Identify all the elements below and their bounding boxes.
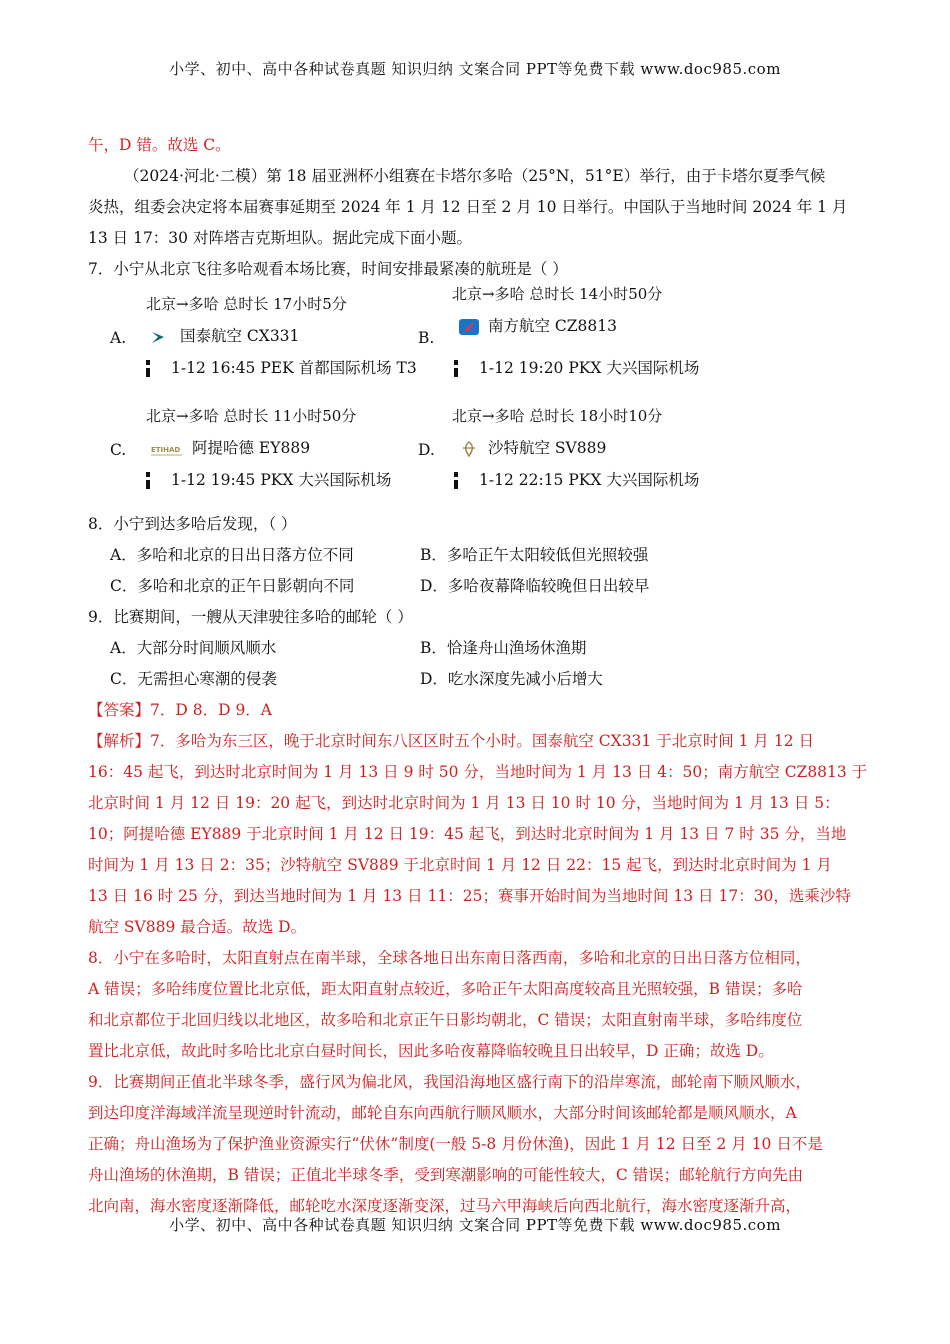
saudia-logo-icon [458,440,480,458]
timeline-dots-icon [146,469,151,492]
flight-route: 北京→多哈 总时长 18小时10分 [452,407,663,425]
flight-schedule [146,465,391,496]
schedule-text: 1-12 16:45 PEK 首都国际机场 T3 [171,359,417,377]
timeline-dots-icon [146,357,151,380]
analysis-line: 航空 SV889 最合适。故选 D。 [88,918,307,936]
analysis-line: 时间为 1 月 13 日 2：35；沙特航空 SV889 于北京时间 1 月 12 日 22：15 起飞，到达时北京时间为 1 月 [88,856,832,874]
option-a: A．大部分时间顺风顺水 [110,639,277,657]
analysis-line: 16：45 起飞，到达时北京时间为 1 月 13 日 9 时 50 分，当地时间为 1 月 13 日 4：50；南方航空 CZ8813 于 [88,763,868,781]
airline-name: 南方航空 CZ8813 [488,317,618,335]
analysis-line: A 错误；多哈纬度位置比北京低，距太阳直射点较近，多哈正午太阳高度较高且光照较强，B 错误；多哈 [88,980,803,998]
page-footer: 小学、初中、高中各种试卷真题 知识归纳 文案合同 PPT等免费下载 www.doc985.com [169,1216,781,1234]
flight-airline [458,311,617,342]
analysis-q8 [88,943,868,1067]
flight-route: 北京→多哈 总时长 14小时50分 [452,285,663,303]
option-letter: D. [418,441,435,459]
context-paragraph [88,161,868,254]
flight-row [88,285,868,397]
analysis-line: 9．比赛期间正值北半球冬季，盛行风为偏北风，我国沿海地区盛行南下的沿岸寒流，邮轮南下顺风顺水， [88,1073,811,1091]
flight-schedule [146,353,417,384]
analysis-line: 到达印度洋海域洋流呈现逆时针流动，邮轮自东向西航行顺风顺水，大部分时间该邮轮都是顺风顺水，A [88,1104,797,1122]
china-southern-logo-icon [458,318,480,336]
schedule-text: 1-12 22:15 PKX 大兴国际机场 [479,471,700,489]
etihad-logo-icon [150,440,184,458]
flight-airline [458,433,606,464]
option-c: C．多哈和北京的正午日影朝向不同 [110,577,355,595]
answer-tag: 【答案】 [88,701,151,719]
option-row [88,664,868,695]
question-7-stem: 7．小宁从北京飞往多哈观看本场比赛，时间安排最紧凑的航班是（ ） [88,260,568,278]
analysis-line: 舟山渔场的休渔期，B 错误；正值北半球冬季，受到寒潮影响的可能性较大，C 错误；邮轮航行方向先由 [88,1166,804,1184]
option-a: A．多哈和北京的日出日落方位不同 [110,546,354,564]
flight-option-d [418,397,748,509]
option-d: D．多哈夜幕降临较晚但日出较早 [420,577,650,595]
analysis-q9 [88,1067,868,1222]
timeline-dots-icon [454,357,459,380]
flight-option-a [110,285,440,397]
option-letter: A. [110,329,127,347]
analysis-line: 北向南，海水密度逐渐降低，邮轮吃水深度逐渐变深，过马六甲海峡后向西北航行，海水密度逐渐升高， [88,1197,802,1215]
flight-route: 北京→多哈 总时长 17小时5分 [146,295,347,313]
airline-name: 阿提哈德 EY889 [192,439,311,457]
context-line: 13 日 17：30 对阵塔吉克斯坦队。据此完成下面小题。 [88,229,472,247]
flight-option-c [110,397,440,509]
flight-airline [150,433,310,464]
analysis-line: 和北京都位于北回归线以北地区，故多哈和北京正午日影均朝北，C 错误；太阳直射南半球，多哈纬度位 [88,1011,803,1029]
option-d: D．吃水深度先减小后增大 [420,670,603,688]
flight-option-b [418,285,748,397]
option-c: C．无需担心寒潮的侵袭 [110,670,277,688]
svg-text:ETIHAD: ETIHAD [151,445,181,454]
context-line: 炎热，组委会决定将本届赛事延期至 2024 年 1 月 12 日至 2 月 10 日举行。中国队于当地时间 2024 年 1 月 [88,198,848,216]
cathay-logo-icon [150,328,172,346]
option-letter: C. [110,441,127,459]
answer-text: 7．D 8．D 9．A [150,701,273,719]
question-8-stem: 8．小宁到达多哈后发现，（ ） [88,515,297,533]
question-9-stem: 9．比赛期间，一艘从天津驶往多哈的邮轮（ ） [88,608,413,626]
answer-line [88,695,868,726]
analysis-line: 北京时间 1 月 12 日 19：20 起飞，到达时北京时间为 1 月 13 日 10 时 10 分，当地时间为 1 月 13 日 5： [88,794,840,812]
analysis-line: 正确；舟山渔场为了保护渔业资源实行“伏休”制度(一般 5-8 月份休渔)，因此 1 月 12 日至 2 月 10 日不是 [88,1135,823,1153]
flight-route: 北京→多哈 总时长 11小时50分 [146,407,357,425]
previous-answer-tail: 午，D 错。故选 C。 [88,136,231,154]
analysis-line: 7．多哈为东三区，晚于北京时间东八区区时五个小时。国泰航空 CX331 于北京时间 1 月 12 日 [150,732,815,750]
analysis-line: 10；阿提哈德 EY889 于北京时间 1 月 12 日 19：45 起飞，到达时北京时间为 1 月 13 日 7 时 35 分，当地 [88,825,847,843]
timeline-dots-icon [454,469,459,492]
airline-name: 国泰航空 CX331 [180,327,300,345]
flight-row [88,397,868,509]
document-body [88,130,868,1222]
option-b: B．恰逢舟山渔场休渔期 [420,639,587,657]
schedule-text: 1-12 19:45 PKX 大兴国际机场 [171,471,392,489]
option-letter: B. [418,329,435,347]
schedule-text: 1-12 19:20 PKX 大兴国际机场 [479,359,700,377]
analysis-line: 13 日 16 时 25 分，到达当地时间为 1 月 13 日 11：25；赛事开始时间为当地时间 13 日 17：30，选乘沙特 [88,887,851,905]
analysis-line: 8．小宁在多哈时，太阳直射点在南半球，全球各地日出东南日落西南，多哈和北京的日出日落方位相同， [88,949,811,967]
flight-schedule [454,353,699,384]
option-row [88,633,868,664]
option-row [88,571,868,602]
flight-schedule [454,465,699,496]
analysis-q7 [88,726,868,943]
flight-airline [150,321,299,352]
analysis-tag: 【解析】 [88,732,151,750]
option-row [88,540,868,571]
analysis-line: 置比北京低，故此时多哈比北京白昼时间长，因此多哈夜幕降临较晚且日出较早，D 正确；故选 D。 [88,1042,774,1060]
context-line: （2024·河北·二模）第 18 届亚洲杯小组赛在卡塔尔多哈（25°N，51°E）举行，由于卡塔尔夏季气候 [124,167,826,185]
page-header: 小学、初中、高中各种试卷真题 知识归纳 文案合同 PPT等免费下载 www.doc985.com [169,60,781,78]
option-b: B．多哈正午太阳较低但光照较强 [420,546,649,564]
airline-name: 沙特航空 SV889 [488,439,607,457]
